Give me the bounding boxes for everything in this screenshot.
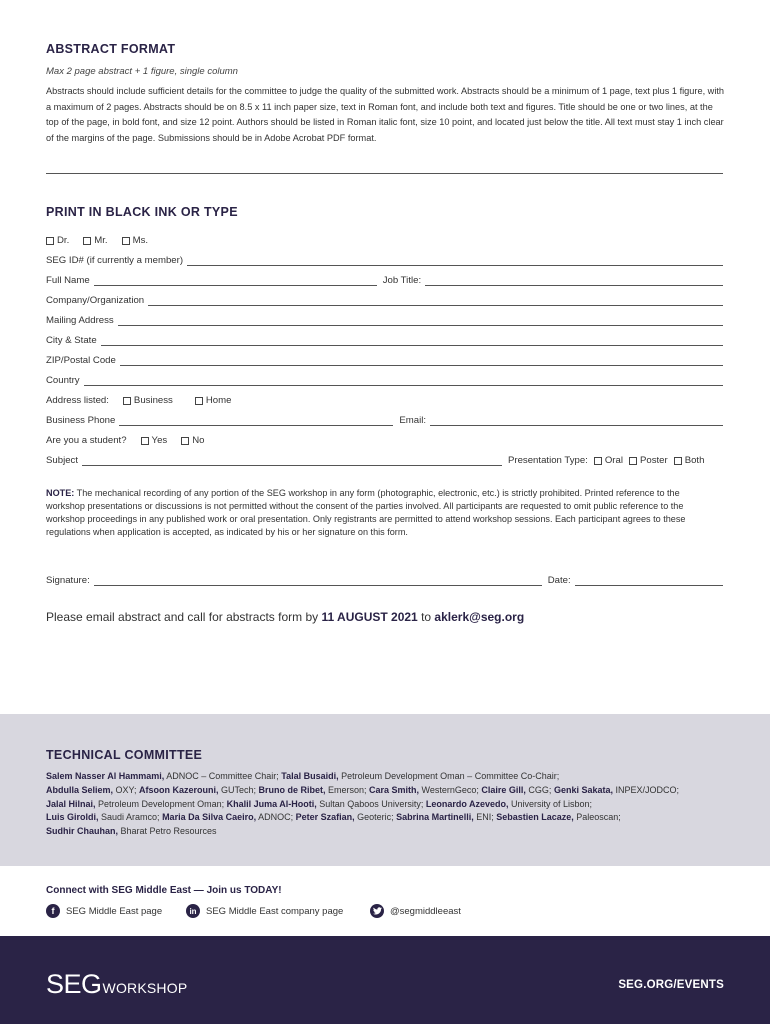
committee-line [46,770,736,784]
subject-field[interactable] [82,455,502,466]
member-name: Peter Szafian, [295,812,355,823]
address-listed-label: Address listed: [46,395,109,406]
checkbox[interactable] [46,237,54,245]
email-instruction-text: Please email abstract and call for abstracts form by [46,610,322,624]
member-name: Talal Busaidi, [281,771,339,781]
member-name: Salem Nasser Al Hammami, [46,771,165,781]
recording-notice [46,487,721,539]
full-name-field[interactable] [94,275,377,286]
email-instruction [46,610,524,624]
abstract-format-heading: ABSTRACT FORMAT [46,42,176,56]
member-name: Jalal Hilnai, [46,798,96,809]
linkedin-label: SEG Middle East company page [206,905,344,917]
note-label: NOTE: [46,488,75,498]
member-name: Luis Giroldi, [46,812,99,823]
presentation-type-label: Presentation Type: [508,455,588,466]
member-name: Sebastien Lacaze, [496,812,574,823]
checkbox[interactable] [674,457,682,465]
twitter-icon [370,904,384,918]
member-affiliation: Sultan Qaboos University; [316,798,426,809]
member-affiliation: Saudi Aramco; [98,812,163,823]
zip-row [46,352,723,366]
student-row [46,432,723,446]
city-state-label: City & State [46,335,97,346]
student-yes-option[interactable]: Yes [141,435,168,446]
address-home-option[interactable]: Home [195,395,232,406]
seg-id-row [46,252,723,266]
member-name: Cara Smith, [369,784,420,795]
company-field[interactable] [148,295,723,306]
city-state-field[interactable] [101,335,723,346]
address-business-option[interactable]: Business [123,395,173,406]
member-name: Maria Da Silva Caeiro, [162,812,257,823]
salutation-mr-option[interactable]: Mr. [83,235,107,246]
member-name: Genki Sakata, [553,784,613,795]
member-name: Abdulla Seliem, [46,784,114,795]
member-affiliation: Petroleum Development Oman – Committee Co-Chair; [338,771,560,781]
job-title-label: Job Title: [382,275,422,286]
business-phone-field[interactable] [119,415,393,426]
seg-id-label: SEG ID# (if currently a member) [46,255,184,266]
checkbox[interactable] [594,457,602,465]
name-row [46,272,723,286]
zip-field[interactable] [120,355,723,366]
student-no-option[interactable]: No [181,435,204,446]
company-row [46,292,723,306]
member-name: Sudhir Chauhan, [46,826,118,837]
checkbox[interactable] [181,437,189,445]
member-name: Sabrina Martinelli, [396,812,474,823]
deadline: 11 AUGUST 2021 [321,610,418,624]
member-affiliation: CGG; [525,784,554,795]
facebook-link[interactable] [46,904,162,918]
signature-row [46,572,723,586]
contact-email-link[interactable]: aklerk@seg.org [434,610,525,624]
salutation-ms-option[interactable]: Ms. [122,235,148,246]
abstract-instructions: Abstracts should include sufficient details for the committee to judge the quality of the submitted work. Abstracts should be a minimum of 1 page, text plus 1 figure, with a maximum of 2 pages. Abstracts should be on 8.5 x 11 inch paper size, text in Roman font, and include both text and figures. Title should be one or two lines, at the top of the page, in bold font, and size 12 point. Authors should be listed in Roman italic font, size 10 point, and located just below the title. All text must stay 1 inch clear of the margins of the page. Submissions should be in Adobe Acrobat PDF format. [46,86,725,143]
member-affiliation: GUTech; [218,784,259,795]
phone-email-row [46,412,723,426]
committee-line [46,784,736,798]
salutation-row [46,232,723,246]
student-label: Are you a student? [46,435,127,446]
signature-label: Signature: [46,575,90,586]
job-title-field[interactable] [425,275,723,286]
connect-heading: Connect with SEG Middle East — Join us TODAY! [46,885,282,896]
committee-line [46,798,736,812]
print-heading: PRINT IN BLACK INK OR TYPE [46,205,238,219]
email-label: Email: [399,415,426,426]
twitter-link[interactable] [370,904,461,918]
member-affiliation: ENI; [473,812,497,823]
company-label: Company/Organization [46,295,145,306]
twitter-label: @segmiddleeast [390,905,461,917]
member-name: Khalil Juma Al-Hooti, [226,798,317,809]
checkbox[interactable] [123,397,131,405]
date-field[interactable] [575,575,723,586]
zip-label: ZIP/Postal Code [46,355,116,366]
note-text: The mechanical recording of any portion of the SEG workshop in any form (photographic, electronic, etc.) is strictly prohibited. Printed reference to the workshop presentations or discussions is not permitted without the consent of the parties involved. All participants are requested to omit public reference to the workshop proceedings in any published work or oral presentation. Only registrants are permitted to attend workshop sessions. Each participant agrees to these regulations when application is accepted, as indicated by his or her signature on this form. [46,488,686,537]
signature-field[interactable] [94,575,542,586]
email-instruction-to: to [417,610,435,624]
section-divider [46,173,723,174]
presentation-oral-option[interactable]: Oral [594,455,623,466]
technical-committee-heading: TECHNICAL COMMITTEE [46,748,203,762]
address-listed-row [46,392,723,406]
checkbox[interactable] [141,437,149,445]
member-affiliation: WesternGeco; [419,784,482,795]
member-affiliation: University of Lisbon; [508,798,593,809]
events-link[interactable]: SEG.ORG/EVENTS [618,979,724,991]
member-affiliation: ADNOC – Committee Chair; [164,771,282,781]
member-affiliation: Bharat Petro Resources [118,826,217,837]
checkbox[interactable] [629,457,637,465]
member-name: Afsoon Kazerouni, [138,784,219,795]
facebook-label: SEG Middle East page [66,905,163,917]
member-affiliation: Petroleum Development Oman; [95,798,227,809]
mailing-address-row [46,312,723,326]
date-label: Date: [547,575,571,586]
member-affiliation: Emerson; [325,784,370,795]
committee-line [46,825,736,839]
member-name: Leonardo Azevedo, [425,798,509,809]
checkbox[interactable] [122,237,130,245]
subject-row [46,452,723,466]
checkbox[interactable] [195,397,203,405]
mailing-address-field[interactable] [118,315,723,326]
seg-workshop-logo: SEG WORKSHOP [46,969,188,999]
committee-members [46,770,736,839]
abstract-subtitle: Max 2 page abstract + 1 figure, single column [46,66,238,77]
member-affiliation: INPEX/JODCO; [612,784,679,795]
country-label: Country [46,375,80,386]
checkbox[interactable] [83,237,91,245]
member-affiliation: Geoteric; [354,812,397,823]
business-phone-label: Business Phone [46,415,116,426]
subject-label: Subject [46,455,78,466]
footer-bar [0,936,770,1024]
member-name: Claire Gill, [481,784,526,795]
member-name: Bruno de Ribet, [258,784,326,795]
linkedin-icon: in [186,904,200,918]
mailing-address-label: Mailing Address [46,315,114,326]
facebook-icon: f [46,904,60,918]
member-affiliation: ADNOC; [256,812,296,823]
committee-line [46,811,736,825]
email-field[interactable] [430,415,723,426]
salutation-dr-option[interactable]: Dr. [46,235,69,246]
city-state-row [46,332,723,346]
seg-id-field[interactable] [187,255,723,266]
member-affiliation: Paleoscan; [573,812,621,823]
linkedin-link[interactable] [186,904,343,918]
country-field[interactable] [84,375,723,386]
member-affiliation: OXY; [113,784,139,795]
country-row [46,372,723,386]
technical-committee-panel [0,714,770,866]
full-name-label: Full Name [46,275,90,286]
presentation-both-option[interactable]: Both [674,455,705,466]
presentation-poster-option[interactable]: Poster [629,455,668,466]
